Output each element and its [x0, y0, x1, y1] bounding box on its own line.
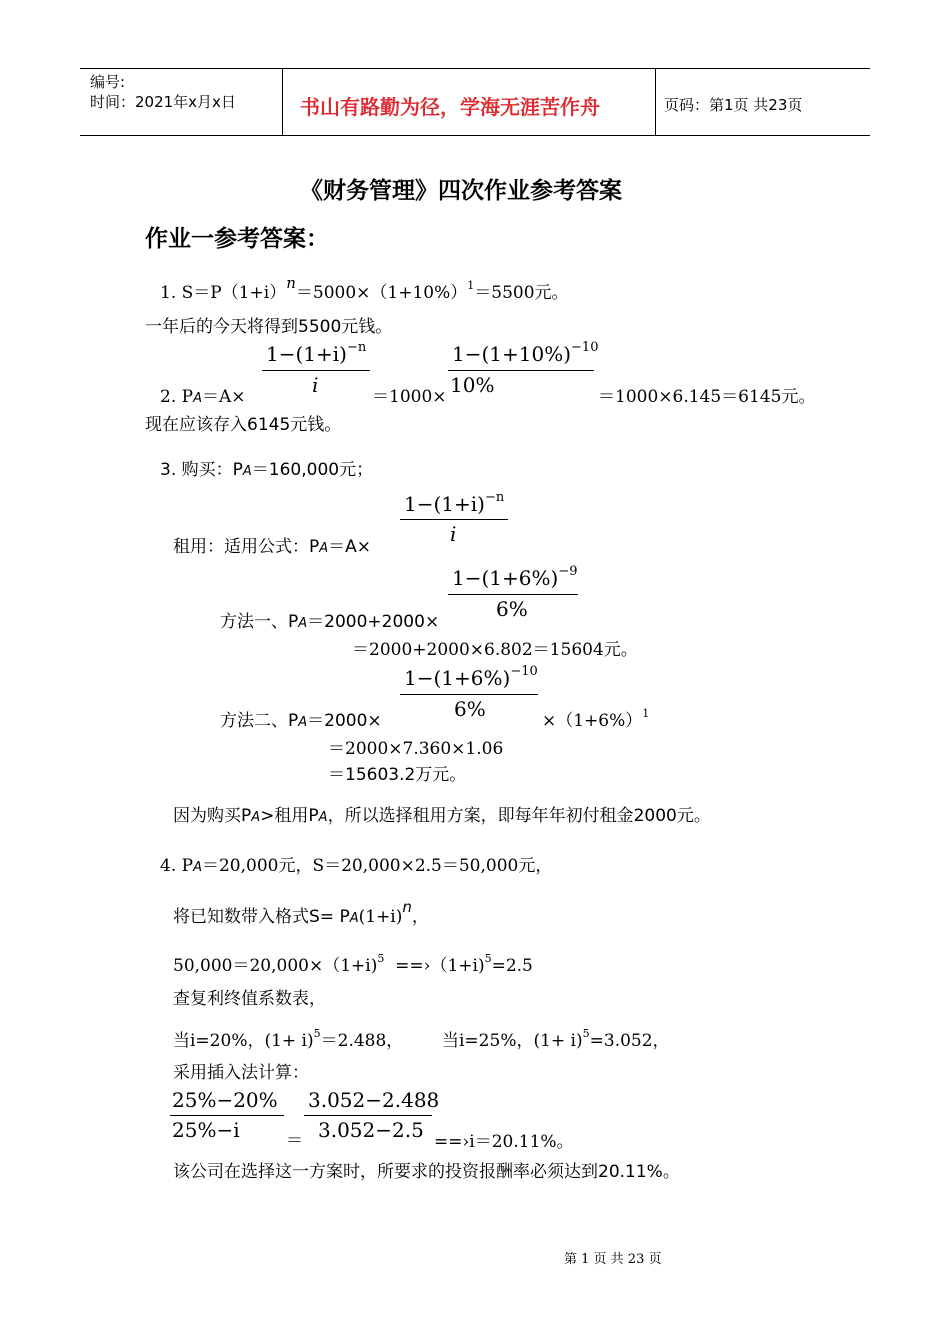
q4-line1: 4. PA＝20,000元，S＝20,000×2.5＝50,000元，	[160, 856, 553, 876]
q1-formula: 1. $S=P(1+i)n=5000\times(1+10\%)^1=5500$元。	[160, 274, 569, 303]
q3-m2-denominator: 6%	[454, 697, 486, 721]
q2-conclusion: 现在应该存入6145元钱。	[145, 415, 342, 435]
header-bottom-rule	[80, 135, 870, 136]
header-page-label: 页码：第1页 共23页	[664, 96, 803, 114]
q3-formula-bar	[400, 519, 508, 520]
q4-frac-b-numerator: 3.052−2.488	[308, 1088, 440, 1112]
q4-line5-right: 当i=25%，$(1+ i)^5=3.052$，	[442, 1027, 670, 1051]
q3-m1-denominator: 6%	[496, 597, 528, 621]
q4-line4: 查复利终值系数表，	[173, 989, 326, 1009]
q2-formula-lhs: 2. PA＝A×	[160, 387, 246, 407]
header-time-label: 时间：2021年x月x日	[90, 93, 236, 111]
q4-conclusion: 该公司在选择这一方案时，所要求的投资报酬率必须达到20.11%。	[173, 1162, 680, 1182]
header-divider-right	[655, 68, 656, 135]
q3-m1-bar	[448, 594, 578, 595]
q3-method2: 方法二、PA＝2000×	[220, 711, 382, 731]
q2-frac2-denominator: 10%	[450, 373, 495, 397]
q4-frac-b-denominator: 3.052−2.5	[318, 1118, 424, 1142]
q3-m2-bar	[400, 694, 538, 695]
q4-frac-b-bar	[304, 1115, 432, 1116]
q2-frac1-denominator: i	[312, 373, 319, 397]
q4-line6: 采用插入法计算：	[173, 1063, 309, 1083]
header-divider-left	[282, 68, 283, 135]
q2-formula-mid: ＝1000×	[372, 387, 447, 407]
header-number-label: 编号:	[90, 73, 126, 91]
q4-equals: ＝	[286, 1131, 303, 1151]
q4-frac-a-bar	[170, 1115, 284, 1116]
q3-buy: 3. 购买：PA＝160,000元；	[160, 460, 374, 480]
q3-conclusion: 因为购买PA>租用PA，所以选择租用方案，即每年年初付租金2000元。	[173, 806, 711, 826]
q3-m1-numerator: $1-(1+6\%)^{-9}$	[452, 564, 578, 590]
q2-frac1-numerator: $1-(1+i)^{-n}$	[266, 340, 367, 366]
q4-frac-a-numerator: 25%−20%	[172, 1088, 278, 1112]
q4-result: ==›i＝20.11%。	[434, 1132, 574, 1152]
q3-method2-result1: ＝2000×7.360×1.06	[328, 739, 504, 759]
q3-rent: 租用：适用公式：PA＝A×	[173, 537, 372, 557]
section-heading: 作业一参考答案：	[145, 226, 329, 252]
q2-frac2-numerator: $1-(1+10\%)^{-10}$	[452, 340, 599, 366]
header-top-rule	[80, 68, 870, 69]
q3-formula-denominator: i	[450, 522, 457, 546]
q4-frac-a-denominator: 25%−i	[172, 1118, 240, 1142]
q2-frac2-bar	[448, 370, 594, 371]
q2-frac1-bar	[262, 370, 370, 371]
q3-formula-numerator: $1-(1+i)^{-n}$	[404, 490, 505, 516]
q3-method1-result: ＝2000+2000×6.802＝15604元。	[352, 640, 638, 660]
q4-line5-left: 当i=20%，$(1+ i)^5=2.488$，	[173, 1027, 404, 1051]
q4-line2: 将已知数带入格式S= PA(1+i)n，	[173, 898, 429, 927]
header-motto: 书山有路勤为径，学海无涯苦作舟	[300, 95, 600, 119]
page-title: 《财务管理》四次作业参考答案	[300, 178, 622, 204]
q4-line3: 50,000＝20,000×（1+i)$^5$ ==›（1+i)$^5$=2.5	[173, 952, 533, 976]
q3-m2-numerator: $1-(1+6\%)^{-10}$	[404, 664, 538, 690]
q1-conclusion: 一年后的今天将得到5500元钱。	[145, 317, 393, 337]
q3-method2-tail: $\times(1+6\%)^1$	[542, 707, 650, 731]
q3-method2-result2: ＝15603.2万元。	[328, 765, 467, 785]
page-footer: 第 1 页 共 23 页	[564, 1252, 662, 1267]
q3-method1: 方法一、PA＝2000+2000×	[220, 612, 440, 632]
q2-formula-result: ＝1000×6.145＝6145元。	[598, 387, 816, 407]
